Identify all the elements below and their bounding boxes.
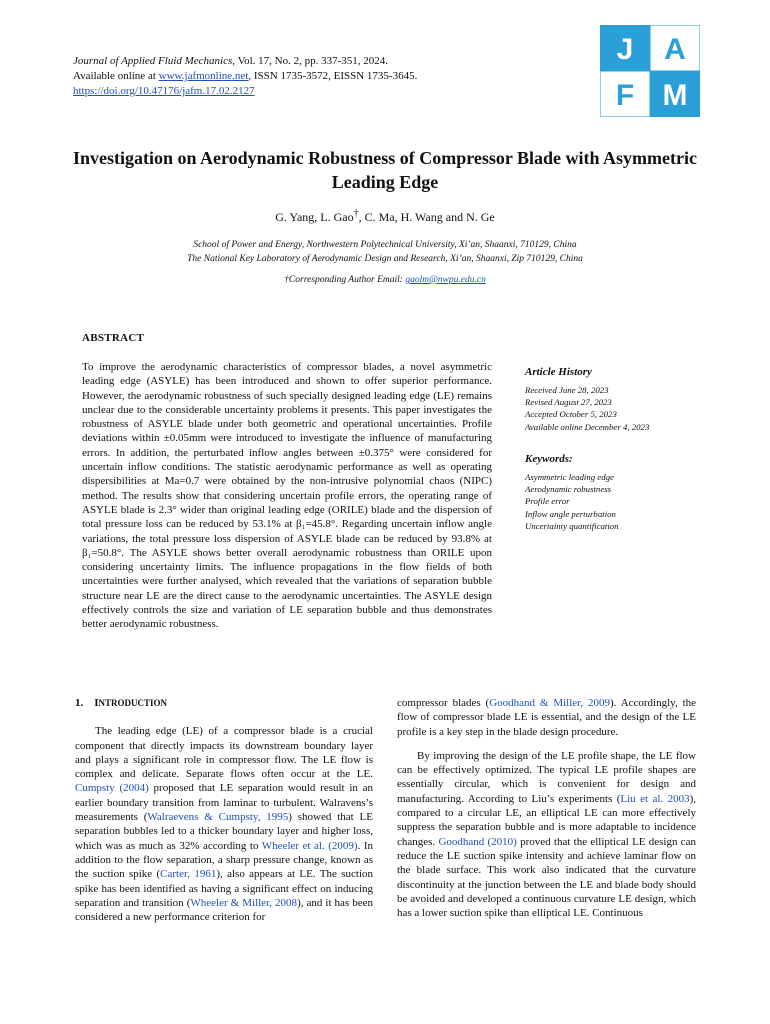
affiliation-2: The National Key Laboratory of Aerodynamic Design and Research, Xi’an, Shaanxi, Zip 710129, China: [187, 254, 583, 264]
journal-website-link[interactable]: www.jafmonline.net: [158, 70, 249, 82]
citation-link[interactable]: Wheeler & Miller, 2008: [190, 896, 298, 909]
text-run: proposed that LE separation would result in an earlier boundary transition from laminar to turbulent. Walravens’s measurements (: [75, 782, 373, 824]
paper-title: Investigation on Aerodynamic Robustness of Compressor Blade with Asymmetric Leading Edge: [72, 148, 697, 192]
logo-letter-j: J: [616, 33, 634, 66]
abstract-body: To improve the aerodynamic characteristics of compressor blades, a novel asymmetric leading edge (ASYLE) has been introduced and shown to offer superior performance. However, the aerodynamic robustness of such specially designed leading edge (LE) remains unclear due to the considerable uncertainty problems it presents. This paper investigates the robustness of ASYLE blade under both geometric and operational uncertainties. Profile deviations within ±0.05mm were introduced to investigate the influence of manufacturing errors. In addition, the perturbated inflow angles between ±0.375° were considered for uncertain inflow conditions. The statistic aerodynamic performance as well as operating dispersibilities at Ma=0.7 were obtained by the non-intrusive polynomial chaos (NIPC) method. The results show that considering uncertain profile errors, the operating range of ASYLE blade is 2.3° wider than original leading edge (ORILE) blade and the dispersion of total pressure loss can be reduced by 53.1% at β₁=45.8°. Regarding uncertain inflow angle variations, the total pressure loss dispersion of ASYLE blade can be reduced by 93.8% at β₁=50.8°. The ASYLE shows better overall aerodynamic robustness than ORILE upon considering uncertainty limits. The influence propagations in the flow fields of both uncertainties were further analysed, which revealed that the variations of separation bubble structure near LE are the direct cause to the aerodynamic uncertainties. The ASYLE design effectively controls the size and variation of LE separation bubble and thus demonstrates better aerodynamic robustness.: [82, 361, 492, 631]
corresponding-email-link[interactable]: gaolm@nwpu.edu.cn: [405, 275, 486, 285]
text-run: compressor blades (: [397, 697, 490, 709]
corresponding-label: †Corresponding Author Email:: [284, 275, 406, 285]
logo-letter-a: A: [664, 33, 686, 66]
text-run: ), and it has been considered a new performance criterion for: [75, 896, 373, 924]
citation-link[interactable]: Cumpsty (2004): [75, 782, 149, 795]
journal-name: Journal of Applied Fluid Mechanics: [73, 55, 233, 67]
text-run: . In addition to the flow separation, a sharp pressure change, known as the suction spike (: [75, 839, 373, 881]
logo-letter-f: F: [615, 79, 635, 112]
authors-before: G. Yang, L. Gao: [275, 210, 354, 224]
citation-link[interactable]: Carter, 1961: [160, 868, 217, 881]
text-run: proved that the elliptical LE design can reduce the LE suction spike intensity and achieve laminar flow on the blade surface. This work also indicated that the curvature discontinuity at the junction between the LE and blade body should be avoided and developed a continuous curvature LE design, which has a lower suction spike than elliptical LE. Continuous: [397, 835, 696, 920]
citation-link[interactable]: Walraevens & Cumpsty, 1995: [147, 811, 289, 824]
keyword-item: Uncertainty quantification: [525, 520, 619, 531]
citation-link[interactable]: Goodhand (2010): [438, 835, 517, 848]
history-online: Available online December 4, 2023: [525, 421, 650, 432]
text-run: ). Accordingly, the flow of compressor blade LE is essential, and the design of the LE profile is a key step in the blade design procedure.: [397, 697, 697, 738]
section-number: 1.: [75, 697, 84, 709]
logo-letter-m: M: [662, 79, 688, 112]
text-run: By improving the design of the LE profile shape, the LE flow can be effectively optimized. The typical LE profile shapes are essentially circular, which is convenient for design and manufacturing. According to Liu’s experiments (: [397, 749, 696, 805]
text-run: ), also appears at LE. The suction spike has been identified as having a significant effect on inducing separation and transition (: [75, 868, 373, 909]
section-first-letter: I: [94, 697, 99, 709]
text-run: The leading edge (LE) of a compressor blade is a crucial component that directly impacts its downstream boundary layer and plays a significant role in compressor flow. The LE flow is complex and delicate. Separate flows often occur at the LE.: [75, 725, 373, 781]
authors-after: , C. Ma, H. Wang and N. Ge: [358, 210, 495, 224]
journal-availability-line: [73, 69, 593, 84]
history-accepted: Accepted October 5, 2023: [525, 409, 617, 420]
intro-paragraph-1: [75, 724, 373, 924]
intro-paragraph-2: [397, 749, 696, 921]
corresponding-mark: †: [353, 208, 359, 219]
keyword-item: Inflow angle perturbation: [525, 508, 616, 519]
citation-link[interactable]: Liu et al. 2003: [620, 792, 690, 805]
keyword-item: Profile error: [525, 496, 570, 507]
author-list: [60, 208, 710, 225]
keyword-item: Asymmetric leading edge: [525, 472, 614, 482]
jafm-logo: [600, 25, 700, 117]
text-run: ), compared to a circular LE, an elliptical LE can more effectively suppress the separation bubble and is more adaptable to incidence changes.: [397, 792, 696, 848]
citation-link[interactable]: Goodhand & Miller, 2009: [489, 697, 611, 709]
keywords-heading: Keywords:: [525, 453, 573, 465]
intro-paragraph-1-continued: [397, 696, 696, 739]
text-run: ) showed that LE separation bubbles led to a thicker boundary layer and higher loss, which was as much as 32% according to: [75, 811, 373, 852]
affiliation-1: School of Power and Energy, Northwestern Polytechnical University, Xi’an, Shaanxi, 710129, China: [193, 240, 577, 250]
body-column-left: [75, 696, 373, 934]
history-revised: Revised August 27, 2023: [525, 397, 612, 408]
article-history-heading: Article History: [525, 366, 592, 378]
section-heading-introduction: [75, 696, 373, 710]
journal-volume-info: , Vol. 17, No. 2, pp. 337-351, 2024.: [232, 55, 389, 67]
keywords: [525, 453, 725, 532]
history-received: Received June 28, 2023: [525, 385, 609, 395]
available-prefix: Available online at: [73, 70, 159, 82]
body-column-right: [397, 696, 696, 930]
journal-citation-line: [73, 54, 593, 69]
journal-header: [73, 54, 593, 99]
abstract-heading: ABSTRACT: [82, 332, 145, 344]
citation-link[interactable]: Wheeler et al. (2009): [261, 839, 358, 852]
section-title-rest: NTRODUCTION: [98, 698, 168, 708]
doi-link[interactable]: https://doi.org/10.47176/jafm.17.02.2127: [73, 85, 255, 97]
journal-issn: , ISSN 1735-3572, EISSN 1735-3645.: [248, 70, 418, 82]
corresponding-author: [60, 275, 710, 285]
keyword-item: Aerodynamic robustness: [525, 484, 612, 495]
affiliations: [60, 238, 710, 266]
article-history: [525, 366, 725, 433]
